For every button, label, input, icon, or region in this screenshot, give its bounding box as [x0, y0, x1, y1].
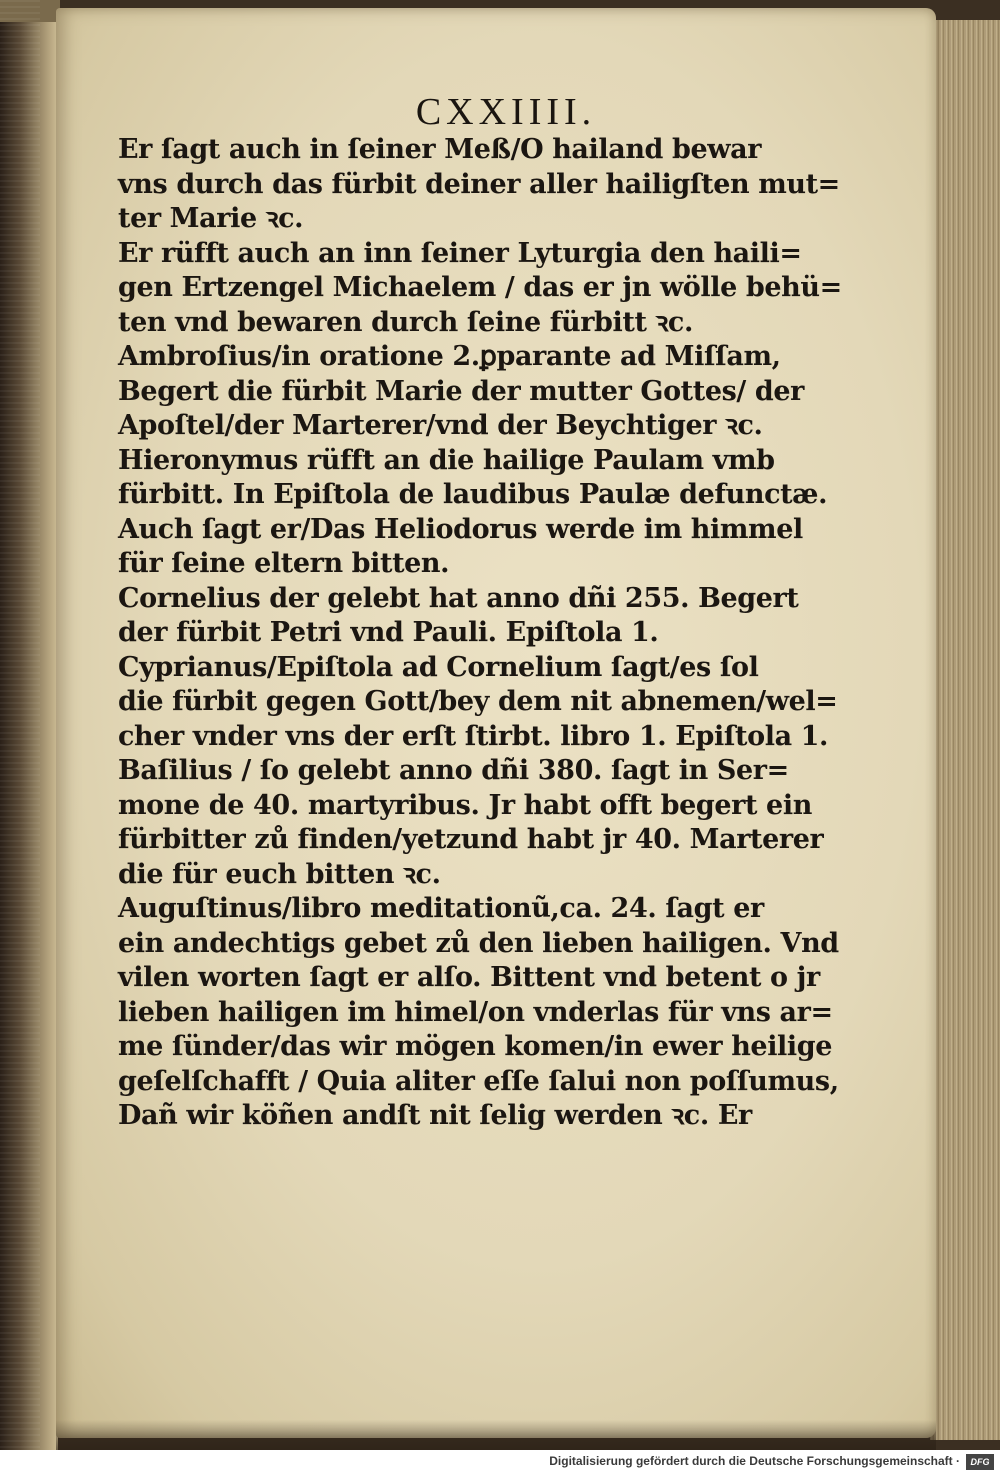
text-line: ter Marie ꝛc. [118, 203, 304, 234]
text-line: Dañ wir köñen andſt nit ſelig werden ꝛc. Er [118, 1100, 752, 1131]
text-line: cher vnder vns der erſt ſtirbt. libro 1. Epiſtola 1. [118, 720, 829, 752]
text-line: ein andechtigs gebet zů den lieben hailigen. Vnd [118, 927, 839, 959]
text-line: für ſeine eltern bitten. [118, 548, 450, 579]
text-line: Ambroſius/in oratione 2.ꝑparante ad Miſſam, [118, 341, 781, 372]
text-line: ten vnd bewaren durch ſeine fürbitt ꝛc. [118, 306, 693, 338]
footer-bar [0, 1450, 1000, 1474]
text-line: gen Ertzengel Michaelem / das er jn wölle behü= [118, 272, 842, 303]
text-line: vilen worten ſagt er alſo. Bittent vnd betent o jr [118, 962, 820, 993]
text-line: die für euch bitten ꝛc. [118, 858, 441, 890]
funding-credit: Digitalisierung gefördert durch die Deutsche Forschungsgemeinschaft · [549, 1454, 960, 1468]
text-line: vns durch das fürbit deiner aller hailigſten mut= [118, 168, 840, 200]
text-line: Auch ſagt er/Das Heliodorus werde im himmel [118, 513, 803, 545]
text-line: fürbitt. In Epiſtola de laudibus Paulæ defunctæ. [118, 479, 828, 510]
text-line: Hieronymus rüfft an die hailige Paulam vmb [118, 444, 775, 476]
book-page [56, 8, 936, 1438]
text-line: die fürbit gegen Gott/bey dem nit abnemen/wel= [118, 686, 838, 717]
text-line: fürbitter zů finden/yetzund habt jr 40. Marterer [118, 824, 824, 855]
text-line: Er rüfft auch an inn ſeiner Lyturgia den haili= [118, 237, 802, 269]
text-line: Apoſtel/der Marterer/vnd der Beychtiger ꝛc. [118, 410, 763, 441]
dfg-logo: DFG [966, 1454, 994, 1470]
text-line: Cornelius der gelebt hat anno dñi 255. Begert [118, 582, 799, 614]
text-line: me ſünder/das wir mögen komen/in ewer heilige [118, 1031, 833, 1062]
text-line: Begert die fürbit Marie der mutter Gottes/ der [118, 375, 804, 407]
text-line: Baſilius / ſo gelebt anno dñi 380. ſagt in Ser= [118, 755, 789, 786]
page-edges [930, 20, 1000, 1440]
folio-number: CXXIIII. [415, 91, 597, 133]
text-line: lieben hailigen im himel/on vnderlas für vns ar= [118, 996, 833, 1028]
text-line: geſelſchafft / Quia aliter eſſe ſalui non poſſumus, [118, 1065, 839, 1097]
text-line: Er ſagt auch in ſeiner Meß/O hailand bewar [118, 134, 762, 165]
facing-page-strip [0, 0, 40, 1450]
text-block [118, 133, 878, 1134]
text-line: Auguſtinus/libro meditationũ,ca. 24. ſagt er [118, 893, 764, 924]
text-line: mone de 40. martyribus. Jr habt offt begert ein [118, 789, 812, 821]
text-line: der fürbit Petri vnd Pauli. Epiſtola 1. [118, 617, 659, 648]
text-line: Cyprianus/Epiſtola ad Cornelium ſagt/es ſol [118, 651, 759, 683]
page-bottom-shadow [56, 1420, 936, 1450]
